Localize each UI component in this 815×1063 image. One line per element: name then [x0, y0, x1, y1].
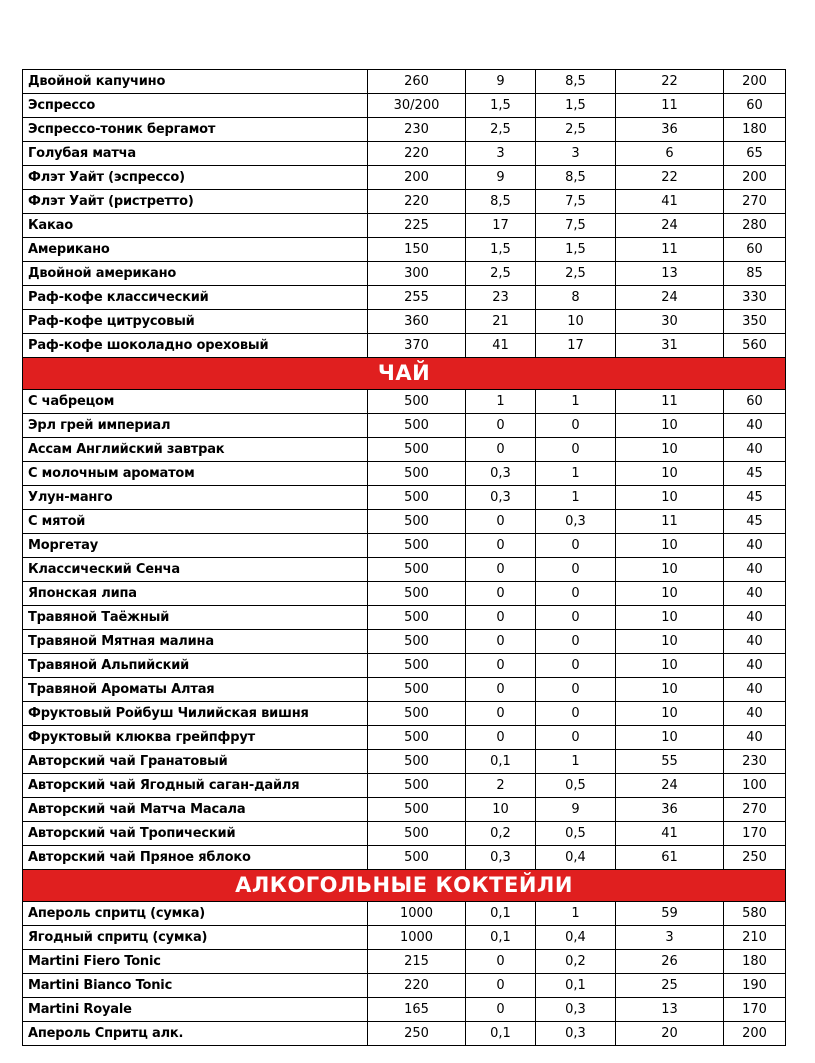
item-value: 500	[368, 654, 466, 678]
item-value: 0	[466, 438, 536, 462]
item-value: 0,1	[536, 974, 616, 998]
item-value: 350	[724, 310, 786, 334]
item-value: 13	[616, 998, 724, 1022]
item-name: Авторский чай Тропический	[23, 822, 368, 846]
item-value: 500	[368, 534, 466, 558]
table-row	[23, 774, 786, 798]
item-value: 8,5	[536, 70, 616, 94]
item-value: 60	[724, 94, 786, 118]
item-value: 500	[368, 486, 466, 510]
item-value: 40	[724, 438, 786, 462]
item-value: 0,1	[466, 926, 536, 950]
item-value: 8,5	[536, 166, 616, 190]
item-value: 0	[536, 438, 616, 462]
item-name: Травяной Альпийский	[23, 654, 368, 678]
item-value: 200	[724, 70, 786, 94]
item-value: 9	[466, 70, 536, 94]
table-row	[23, 214, 786, 238]
item-value: 0	[466, 998, 536, 1022]
item-value: 190	[724, 974, 786, 998]
item-value: 10	[616, 486, 724, 510]
item-value: 40	[724, 414, 786, 438]
item-value: 0,3	[536, 998, 616, 1022]
item-value: 0	[466, 558, 536, 582]
item-value: 0,4	[536, 926, 616, 950]
item-value: 0	[536, 414, 616, 438]
item-value: 1,5	[536, 94, 616, 118]
item-name: Ягодный спритц (сумка)	[23, 926, 368, 950]
item-value: 2,5	[536, 118, 616, 142]
table-row	[23, 534, 786, 558]
item-value: 0,3	[466, 846, 536, 870]
item-name: Эспрессо-тоник бергамот	[23, 118, 368, 142]
item-value: 500	[368, 462, 466, 486]
item-value: 0	[466, 950, 536, 974]
item-value: 22	[616, 166, 724, 190]
item-value: 60	[724, 390, 786, 414]
item-name: Апероль Спритц алк.	[23, 1022, 368, 1046]
table-row	[23, 678, 786, 702]
item-value: 45	[724, 462, 786, 486]
item-value: 11	[616, 390, 724, 414]
item-value: 1	[536, 390, 616, 414]
item-value: 500	[368, 438, 466, 462]
table-row	[23, 262, 786, 286]
item-value: 150	[368, 238, 466, 262]
item-value: 200	[724, 1022, 786, 1046]
item-value: 17	[536, 334, 616, 358]
item-value: 0	[466, 414, 536, 438]
table-row	[23, 486, 786, 510]
item-name: Травяной Таёжный	[23, 606, 368, 630]
item-value: 250	[368, 1022, 466, 1046]
item-name: Травяной Ароматы Алтая	[23, 678, 368, 702]
item-value: 500	[368, 846, 466, 870]
table-row	[23, 286, 786, 310]
item-value: 36	[616, 798, 724, 822]
item-value: 0	[466, 678, 536, 702]
item-value: 30	[616, 310, 724, 334]
item-value: 9	[466, 166, 536, 190]
item-value: 31	[616, 334, 724, 358]
item-value: 500	[368, 558, 466, 582]
item-value: 11	[616, 238, 724, 262]
item-name: Какао	[23, 214, 368, 238]
item-value: 60	[724, 238, 786, 262]
item-value: 45	[724, 486, 786, 510]
item-value: 170	[724, 822, 786, 846]
table-row	[23, 606, 786, 630]
table-row	[23, 902, 786, 926]
section-header-row	[23, 870, 786, 902]
item-value: 500	[368, 678, 466, 702]
item-value: 0	[536, 630, 616, 654]
item-value: 500	[368, 582, 466, 606]
item-value: 230	[724, 750, 786, 774]
item-value: 3	[466, 142, 536, 166]
item-value: 24	[616, 286, 724, 310]
item-value: 200	[724, 166, 786, 190]
item-value: 22	[616, 70, 724, 94]
item-value: 10	[616, 654, 724, 678]
item-value: 17	[466, 214, 536, 238]
item-value: 40	[724, 582, 786, 606]
item-name: Фруктовый клюква грейпфрут	[23, 726, 368, 750]
item-value: 10	[616, 678, 724, 702]
item-value: 270	[724, 798, 786, 822]
item-value: 2,5	[536, 262, 616, 286]
item-value: 0	[536, 702, 616, 726]
item-value: 220	[368, 974, 466, 998]
table-row	[23, 166, 786, 190]
item-value: 21	[466, 310, 536, 334]
table-row	[23, 1022, 786, 1046]
item-name: Двойной капучино	[23, 70, 368, 94]
item-name: Раф-кофе классический	[23, 286, 368, 310]
item-value: 1000	[368, 926, 466, 950]
item-value: 40	[724, 534, 786, 558]
item-name: Martini Bianco Tonic	[23, 974, 368, 998]
item-name: С молочным ароматом	[23, 462, 368, 486]
item-value: 2,5	[466, 262, 536, 286]
item-name: Авторский чай Матча Масала	[23, 798, 368, 822]
item-name: Двойной американо	[23, 262, 368, 286]
item-value: 25	[616, 974, 724, 998]
table-row	[23, 998, 786, 1022]
item-value: 10	[616, 558, 724, 582]
item-value: 59	[616, 902, 724, 926]
item-value: 40	[724, 726, 786, 750]
item-value: 0,5	[536, 822, 616, 846]
item-value: 0	[536, 606, 616, 630]
item-name: Моргетау	[23, 534, 368, 558]
section-header-row	[23, 358, 786, 390]
item-value: 250	[724, 846, 786, 870]
item-value: 0	[536, 582, 616, 606]
item-value: 40	[724, 558, 786, 582]
item-name: Ассам Английский завтрак	[23, 438, 368, 462]
item-value: 230	[368, 118, 466, 142]
item-value: 55	[616, 750, 724, 774]
item-value: 1,5	[536, 238, 616, 262]
item-value: 500	[368, 726, 466, 750]
item-value: 210	[724, 926, 786, 950]
item-value: 10	[466, 798, 536, 822]
item-value: 7,5	[536, 214, 616, 238]
table-row	[23, 94, 786, 118]
section-title: АЛКОГОЛЬНЫЕ КОКТЕЙЛИ	[23, 870, 786, 902]
item-value: 40	[724, 702, 786, 726]
item-value: 40	[724, 606, 786, 630]
table-row	[23, 390, 786, 414]
table-row	[23, 582, 786, 606]
table-row	[23, 798, 786, 822]
item-name: Апероль спритц (сумка)	[23, 902, 368, 926]
item-value: 500	[368, 414, 466, 438]
item-value: 500	[368, 702, 466, 726]
item-value: 0,1	[466, 750, 536, 774]
table-row	[23, 70, 786, 94]
item-value: 10	[616, 534, 724, 558]
table-row	[23, 438, 786, 462]
item-value: 280	[724, 214, 786, 238]
table-row	[23, 142, 786, 166]
table-row	[23, 974, 786, 998]
item-value: 0	[466, 534, 536, 558]
item-value: 220	[368, 142, 466, 166]
item-value: 215	[368, 950, 466, 974]
item-value: 36	[616, 118, 724, 142]
item-name: Флэт Уайт (эспрессо)	[23, 166, 368, 190]
item-name: Авторский чай Пряное яблоко	[23, 846, 368, 870]
table-row	[23, 118, 786, 142]
item-value: 10	[536, 310, 616, 334]
item-value: 180	[724, 118, 786, 142]
item-value: 500	[368, 606, 466, 630]
table-row	[23, 334, 786, 358]
item-value: 10	[616, 582, 724, 606]
item-value: 0	[466, 582, 536, 606]
item-value: 23	[466, 286, 536, 310]
item-value: 500	[368, 510, 466, 534]
item-value: 0	[536, 534, 616, 558]
item-name: Martini Royale	[23, 998, 368, 1022]
item-value: 0,1	[466, 1022, 536, 1046]
item-value: 0,3	[536, 1022, 616, 1046]
item-value: 0	[536, 726, 616, 750]
item-value: 500	[368, 774, 466, 798]
nutrition-table	[22, 69, 786, 1046]
table-row	[23, 822, 786, 846]
item-value: 30/200	[368, 94, 466, 118]
item-value: 330	[724, 286, 786, 310]
item-value: 360	[368, 310, 466, 334]
table-row	[23, 846, 786, 870]
item-value: 45	[724, 510, 786, 534]
item-value: 580	[724, 902, 786, 926]
item-value: 40	[724, 630, 786, 654]
item-value: 0	[536, 654, 616, 678]
item-value: 500	[368, 798, 466, 822]
item-value: 8,5	[466, 190, 536, 214]
item-value: 180	[724, 950, 786, 974]
table-row	[23, 190, 786, 214]
item-value: 255	[368, 286, 466, 310]
item-value: 20	[616, 1022, 724, 1046]
table-row	[23, 926, 786, 950]
item-value: 41	[616, 822, 724, 846]
item-name: Флэт Уайт (ристретто)	[23, 190, 368, 214]
item-value: 0,3	[536, 510, 616, 534]
item-value: 10	[616, 606, 724, 630]
table-row	[23, 950, 786, 974]
item-name: С чабрецом	[23, 390, 368, 414]
table-row	[23, 630, 786, 654]
item-name: С мятой	[23, 510, 368, 534]
item-value: 0	[466, 974, 536, 998]
item-value: 0,5	[536, 774, 616, 798]
item-value: 500	[368, 750, 466, 774]
item-value: 0	[536, 558, 616, 582]
item-value: 40	[724, 678, 786, 702]
item-name: Японская липа	[23, 582, 368, 606]
item-value: 300	[368, 262, 466, 286]
table-row	[23, 558, 786, 582]
item-name: Голубая матча	[23, 142, 368, 166]
item-value: 1	[536, 462, 616, 486]
item-name: Классический Сенча	[23, 558, 368, 582]
item-value: 0,4	[536, 846, 616, 870]
table-row	[23, 702, 786, 726]
item-value: 200	[368, 166, 466, 190]
item-value: 170	[724, 998, 786, 1022]
item-value: 560	[724, 334, 786, 358]
item-value: 100	[724, 774, 786, 798]
item-value: 165	[368, 998, 466, 1022]
item-value: 7,5	[536, 190, 616, 214]
item-value: 0,2	[466, 822, 536, 846]
item-value: 0,3	[466, 486, 536, 510]
item-value: 8	[536, 286, 616, 310]
item-value: 10	[616, 462, 724, 486]
item-value: 0	[466, 726, 536, 750]
item-value: 3	[536, 142, 616, 166]
item-value: 10	[616, 438, 724, 462]
item-value: 3	[616, 926, 724, 950]
item-value: 1	[466, 390, 536, 414]
item-name: Авторский чай Гранатовый	[23, 750, 368, 774]
item-value: 2,5	[466, 118, 536, 142]
item-name: Улун-манго	[23, 486, 368, 510]
item-name: Травяной Мятная малина	[23, 630, 368, 654]
item-value: 0,2	[536, 950, 616, 974]
item-value: 1	[536, 486, 616, 510]
item-value: 500	[368, 630, 466, 654]
item-value: 10	[616, 630, 724, 654]
table-row	[23, 414, 786, 438]
item-name: Раф-кофе шоколадно ореховый	[23, 334, 368, 358]
item-value: 85	[724, 262, 786, 286]
item-name: Эспрессо	[23, 94, 368, 118]
item-value: 1,5	[466, 94, 536, 118]
item-value: 370	[368, 334, 466, 358]
item-value: 225	[368, 214, 466, 238]
item-value: 0	[466, 510, 536, 534]
item-value: 65	[724, 142, 786, 166]
item-name: Фруктовый Ройбуш Чилийская вишня	[23, 702, 368, 726]
item-value: 41	[466, 334, 536, 358]
item-value: 0	[536, 678, 616, 702]
item-name: Американо	[23, 238, 368, 262]
item-value: 0	[466, 630, 536, 654]
item-value: 24	[616, 214, 724, 238]
item-value: 500	[368, 390, 466, 414]
item-value: 0	[466, 702, 536, 726]
item-value: 9	[536, 798, 616, 822]
item-value: 1000	[368, 902, 466, 926]
item-value: 10	[616, 702, 724, 726]
item-value: 11	[616, 510, 724, 534]
item-value: 41	[616, 190, 724, 214]
item-value: 2	[466, 774, 536, 798]
item-value: 6	[616, 142, 724, 166]
item-value: 10	[616, 414, 724, 438]
table-row	[23, 726, 786, 750]
item-value: 11	[616, 94, 724, 118]
item-value: 1,5	[466, 238, 536, 262]
item-name: Авторский чай Ягодный саган-дайля	[23, 774, 368, 798]
item-value: 40	[724, 654, 786, 678]
table-row	[23, 462, 786, 486]
item-value: 1	[536, 750, 616, 774]
table-row	[23, 750, 786, 774]
item-value: 0,1	[466, 902, 536, 926]
item-value: 220	[368, 190, 466, 214]
item-name: Martini Fiero Tonic	[23, 950, 368, 974]
item-value: 13	[616, 262, 724, 286]
item-value: 26	[616, 950, 724, 974]
section-title: ЧАЙ	[23, 358, 786, 390]
item-value: 500	[368, 822, 466, 846]
item-value: 0,3	[466, 462, 536, 486]
item-value: 10	[616, 726, 724, 750]
item-value: 61	[616, 846, 724, 870]
table-row	[23, 238, 786, 262]
item-name: Эрл грей империал	[23, 414, 368, 438]
item-value: 24	[616, 774, 724, 798]
item-value: 1	[536, 902, 616, 926]
item-value: 0	[466, 654, 536, 678]
table-row	[23, 510, 786, 534]
item-name: Раф-кофе цитрусовый	[23, 310, 368, 334]
item-value: 270	[724, 190, 786, 214]
item-value: 0	[466, 606, 536, 630]
item-value: 260	[368, 70, 466, 94]
table-row	[23, 310, 786, 334]
table-row	[23, 654, 786, 678]
